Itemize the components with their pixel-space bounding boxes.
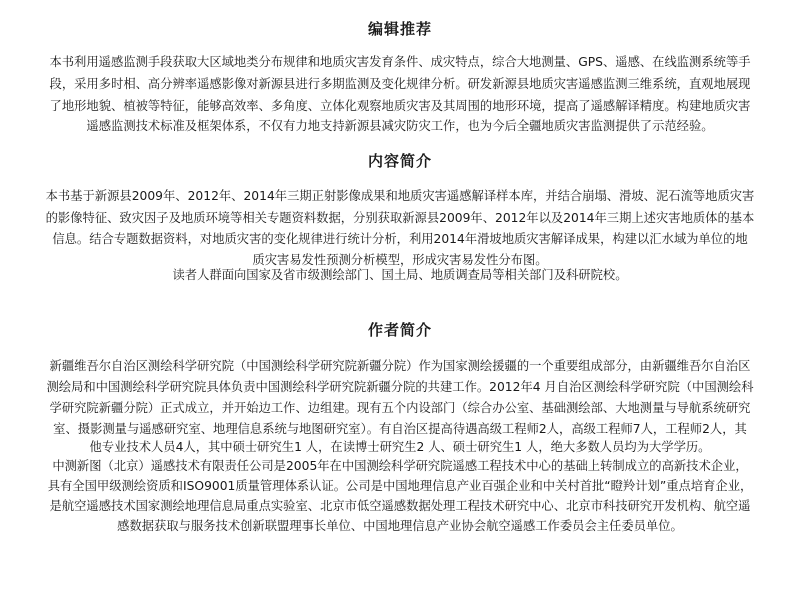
content-summary-line: 本书基于新源县2009年、2012年、2014年三期正射影像成果和地质灾害遥感解译样本库，并结合崩塌、滑坡、泥石流等地质灾害: [45, 189, 755, 203]
author-intro-line: 中测新图（北京）遥感技术有限责任公司是2005年在中国测绘科学研究院遥感工程技术中心的基础上转制成立的高新技术企业，: [52, 459, 748, 473]
author-intro-line: 新疆维吾尔自治区测绘科学研究院（中国测绘科学研究院新疆分院）作为国家测绘援疆的一个重要组成部分，由新疆维吾尔自治区: [49, 359, 751, 373]
editor-recommendation-line: 了地形地貌、植被等特征，能够高效率、多角度、立体化观察地质灾害及其周围的地形环境，提高了遥感解译精度。构建地质灾害: [49, 99, 751, 113]
author-intro-line: 具有全国甲级测绘资质和ISO9001质量管理体系认证。公司是中国地理信息产业百强企业和中关村首批“瞪羚计划”重点培育企业，: [47, 479, 753, 493]
author-intro-line: 测绘局和中国测绘科学研究院具体负责中国测绘科学研究院新疆分院的共建工作。2012年4 月自治区测绘科学研究院（中国测绘科: [46, 380, 754, 394]
section-heading-content-summary: 内容简介: [367, 152, 432, 170]
section-heading-editor-recommendation: 编辑推荐: [367, 20, 432, 38]
author-intro-line: 是航空遥感技术国家测绘地理信息局重点实验室、北京市低空遥感数据处理工程技术研究中心、北京市科技研究开发机构、航空遥: [49, 499, 751, 513]
content-summary-line: 的影像特征、致灾因子及地质环境等相关专题资料数据，分别获取新源县2009年、2012年以及2014年三期上述灾害地质体的基本: [45, 211, 755, 225]
editor-recommendation-line: 遥感监测技术标准及框架体系，不仅有力地支持新源县减灾防灾工作，也为今后全疆地质灾害监测提供了示范经验。: [86, 119, 714, 133]
editor-recommendation-line: 段，采用多时相、高分辨率遥感影像对新源县进行多期监测及变化规律分析。研发新源县地质灾害遥感监测三维系统，直观地展现: [49, 77, 751, 91]
editor-recommendation-line: 本书利用遥感监测手段获取大区域地类分布规律和地质灾害发育条件、成灾特点，综合大地测量、GPS、遥感、在线监测系统等手: [49, 55, 751, 69]
author-intro-line: 感数据获取与服务技术创新联盟理事长单位、中国地理信息产业协会航空遥感工作委员会主任委员单位。: [117, 519, 683, 533]
section-heading-author-intro: 作者简介: [367, 321, 432, 339]
content-summary-line: 读者人群面向国家及省市级测绘部门、国土局、地质调查局等相关部门及科研院校。: [172, 268, 628, 282]
author-intro-line: 他专业技术人员4人，其中硕士研究生1 人，在读博士研究生2 人、硕士研究生1 人，绝大多数人员均为大学学历。: [89, 440, 711, 454]
author-intro-line: 室、摄影测量与遥感研究室、地理信息系统与地图研究室）。有自治区提高待遇高级工程师2人，高级工程师7人，工程师2人，其: [53, 422, 747, 436]
content-summary-line: 质灾害易发性预测分析模型，形成灾害易发性分布图。: [252, 253, 548, 267]
content-summary-line: 信息。结合专题数据资料，对地质灾害的变化规律进行统计分析，利用2014年滑坡地质灾害解译成果，构建以汇水域为单位的地: [52, 232, 748, 246]
author-intro-line: 学研究院新疆分院）正式成立，并开始边工作、边组建。现有五个内设部门（综合办公室、基础测绘部、大地测量与导航系统研究: [49, 401, 751, 415]
